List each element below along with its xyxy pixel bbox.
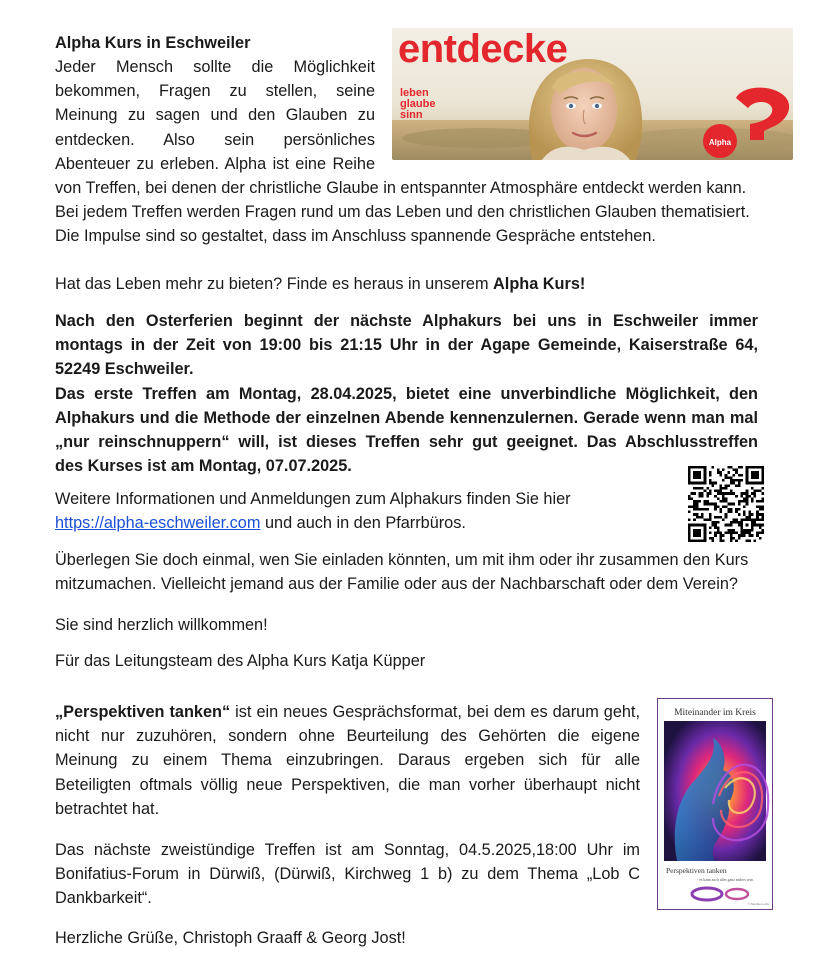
intro-line: Meinung zu sagen und den Glauben zu: [55, 106, 375, 125]
intro-line: bekommen, Fragen zu stellen, seine: [55, 82, 375, 101]
link-suffix: und auch in den Pfarrbüros.: [260, 514, 466, 532]
first-meeting-line: Das erste Treffen am Montag, 28.04.2025, bietet eine unverbindliche Möglichkeit, den: [55, 384, 758, 403]
first-meeting-line: „nur reinschnuppern“ will, ist dieses Treffen sehr gut geeignet. Das Abschlusstreffen: [55, 433, 758, 452]
first-meeting-line: Alphakurs und die Methode der einzelnen Abende kennenzulernen. Gerade wenn man mal: [55, 408, 758, 427]
cover-credit: © Monika Lerbs: [747, 902, 769, 906]
alpha-website-link[interactable]: https://alpha-eschweiler.com: [55, 514, 261, 532]
cover-small-text: - es kann auch alles ganz anders sein.: [697, 878, 754, 882]
link-line: [55, 511, 466, 535]
info-line: Weitere Informationen und Anmeldungen zum Alphakurs finden Sie hier: [55, 490, 571, 508]
question-line: [55, 272, 585, 296]
intro-rest-line: von Treffen, bei denen der christliche Glaube in entspannter Atmosphäre entdeckt werden kann.: [55, 179, 747, 197]
cover-subtitle: Perspektiven tanken: [666, 866, 727, 875]
invite-line: mitzumachen. Vielleicht jemand aus der Familie oder aus der Nachbarschaft oder dem Verein?: [55, 575, 738, 594]
banner-tagline-leben: leben: [400, 87, 429, 99]
perspektiven-line: betrachtet hat.: [55, 799, 160, 818]
perspektiven-block: [55, 700, 640, 821]
invite-block: [55, 548, 765, 596]
intro-line: entdecken. Also sein persönliches: [55, 130, 375, 149]
cover-title: Miteinander im Kreis: [674, 708, 756, 718]
perspektiven-line: Meinung zu einem Thema einzubringen. Daraus ergeben sich für alle: [55, 751, 640, 770]
alpha-title: Alpha Kurs in Eschweiler: [55, 34, 251, 52]
first-meeting-line: des Kurses ist am Montag, 07.07.2025.: [55, 457, 352, 476]
qr-code-icon[interactable]: [688, 466, 764, 542]
alpha-logo-text: Alpha: [708, 138, 732, 147]
schedule-block: [55, 309, 758, 478]
question-text: Hat das Leben mehr zu bieten? Finde es heraus in unserem: [55, 275, 494, 293]
alpha-banner-image: [392, 28, 793, 160]
schedule-line: montags in der Zeit von 19:00 bis 21:15 Uhr in der Agape Gemeinde, Kaiserstraße 64,: [55, 336, 758, 355]
perspektiven-line: „Perspektiven tanken“ ist ein neues Gesprächsformat, bei dem es darum geht,: [55, 703, 640, 721]
perspektiven-line: nicht nur zuzuhören, sondern ohne Beurteilung des Gehörten die eigene: [55, 727, 640, 746]
intro-line: Jeder Mensch sollte die Möglichkeit: [55, 58, 375, 76]
greeting-line: Herzliche Grüße, Christoph Graaff & Georg Jost!: [55, 929, 406, 947]
alpha-intro-rest: [55, 176, 765, 249]
perspektiven-cover-image: [657, 698, 773, 910]
intro-rest-line: Bei jedem Treffen werden Fragen rund um das Leben und den christlichen Glauben thematisiert.: [55, 203, 750, 222]
next-meeting-line: Das nächste zweistündige Treffen ist am Sonntag, 04.5.2025,18:00 Uhr im: [55, 841, 640, 859]
intro-line: Abenteuer zu erleben. Alpha ist eine Reihe: [55, 154, 375, 173]
next-meeting-block: [55, 838, 640, 911]
invite-line: Überlegen Sie doch einmal, wen Sie einladen könnten, um mit ihm oder ihr zusammen den Kurs: [55, 551, 749, 569]
banner-tagline-glaube: glaube: [400, 98, 436, 110]
question-bold: Alpha Kurs!: [493, 275, 586, 293]
next-meeting-line: Bonifatius-Forum in Dürwiß, (Dürwiß, Kirchweg 1 b) zu dem Thema „Lob C: [55, 865, 640, 884]
banner-tagline-sinn: sinn: [400, 109, 423, 121]
schedule-line: 52249 Eschweiler.: [55, 360, 194, 379]
schedule-line: Nach den Osterferien beginnt der nächste Alphakurs bei uns in Eschweiler immer: [55, 312, 758, 330]
perspektiven-title: „Perspektiven tanken“: [55, 703, 231, 721]
signature-line: Für das Leitungsteam des Alpha Kurs Katja Küpper: [55, 652, 426, 670]
banner-headline: entdecke: [398, 28, 568, 71]
next-meeting-line: Dankbarkeit“.: [55, 889, 152, 908]
welcome-line: Sie sind herzlich willkommen!: [55, 616, 268, 634]
perspektiven-line: Beteiligten oftmals völlig neue Perspektiven, die man vorher überhaupt nicht: [55, 775, 640, 794]
intro-rest-line: Die Impulse sind so gestaltet, dass im Anschluss spannende Gespräche entstehen.: [55, 227, 656, 246]
alpha-intro: [55, 55, 375, 176]
